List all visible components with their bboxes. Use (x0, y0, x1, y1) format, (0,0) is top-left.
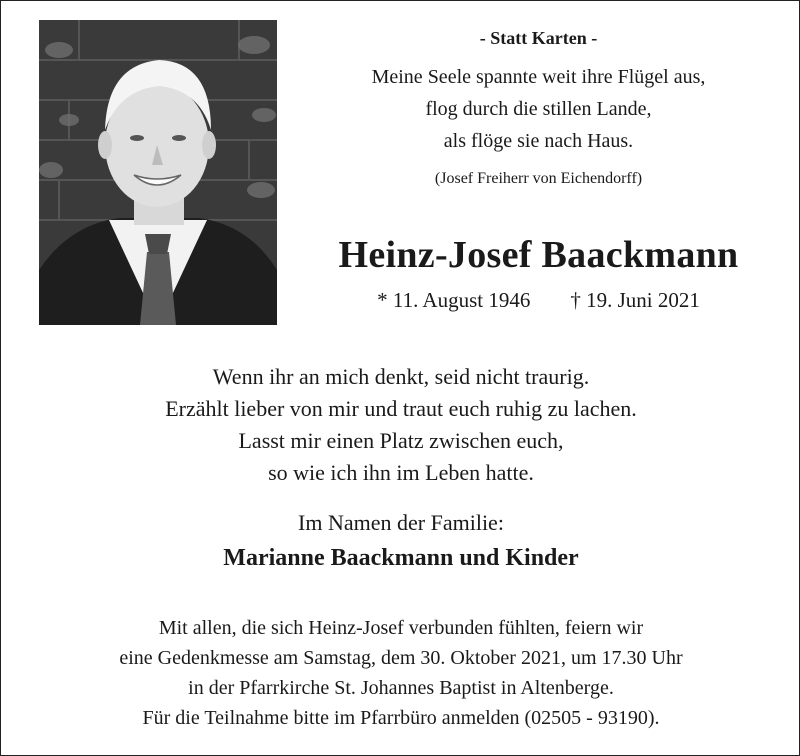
opening-poem (301, 61, 776, 157)
notice-line: in der Pfarrkirche St. Johannes Baptist in Altenberge. (188, 677, 614, 699)
statt-karten-heading: - Statt Karten - (479, 28, 598, 48)
notice-line: Für die Teilnahme bitte im Pfarrbüro anmelden (02505 - 93190). (142, 707, 660, 729)
poem-line: Lasst mir einen Platz zwischen euch, (238, 428, 564, 453)
death-date: † 19. Juni 2021 (570, 288, 700, 312)
poem-line: Erzählt lieber von mir und traut euch ruhig zu lachen. (165, 396, 637, 421)
family-names: Marianne Baackmann und Kinder (223, 545, 579, 571)
deceased-name: Heinz-Josef Baackmann (338, 234, 739, 276)
notice-line: Mit allen, die sich Heinz-Josef verbunden fühlten, feiern wir (158, 617, 644, 639)
notice-line: eine Gedenkmesse am Samstag, dem 30. Oktober 2021, um 17.30 Uhr (119, 647, 683, 669)
portrait-illustration (39, 20, 277, 325)
poem-line: Wenn ihr an mich denkt, seid nicht traurig. (212, 364, 590, 389)
poem-source: (Josef Freiherr von Eichendorff) (434, 170, 643, 187)
memorial-poem (1, 361, 800, 489)
life-dates (301, 288, 776, 313)
portrait-photo (39, 20, 277, 325)
poem-line: flog durch die stillen Lande, (425, 98, 652, 120)
poem-line: Meine Seele spannte weit ihre Flügel aus, (371, 66, 706, 88)
memorial-mass-notice (1, 613, 800, 733)
birth-date: * 11. August 1946 (377, 288, 531, 312)
poem-line: als flöge sie nach Haus. (443, 130, 634, 152)
family-intro: Im Namen der Familie: (298, 510, 504, 535)
poem-line: so wie ich ihn im Leben hatte. (268, 460, 534, 485)
